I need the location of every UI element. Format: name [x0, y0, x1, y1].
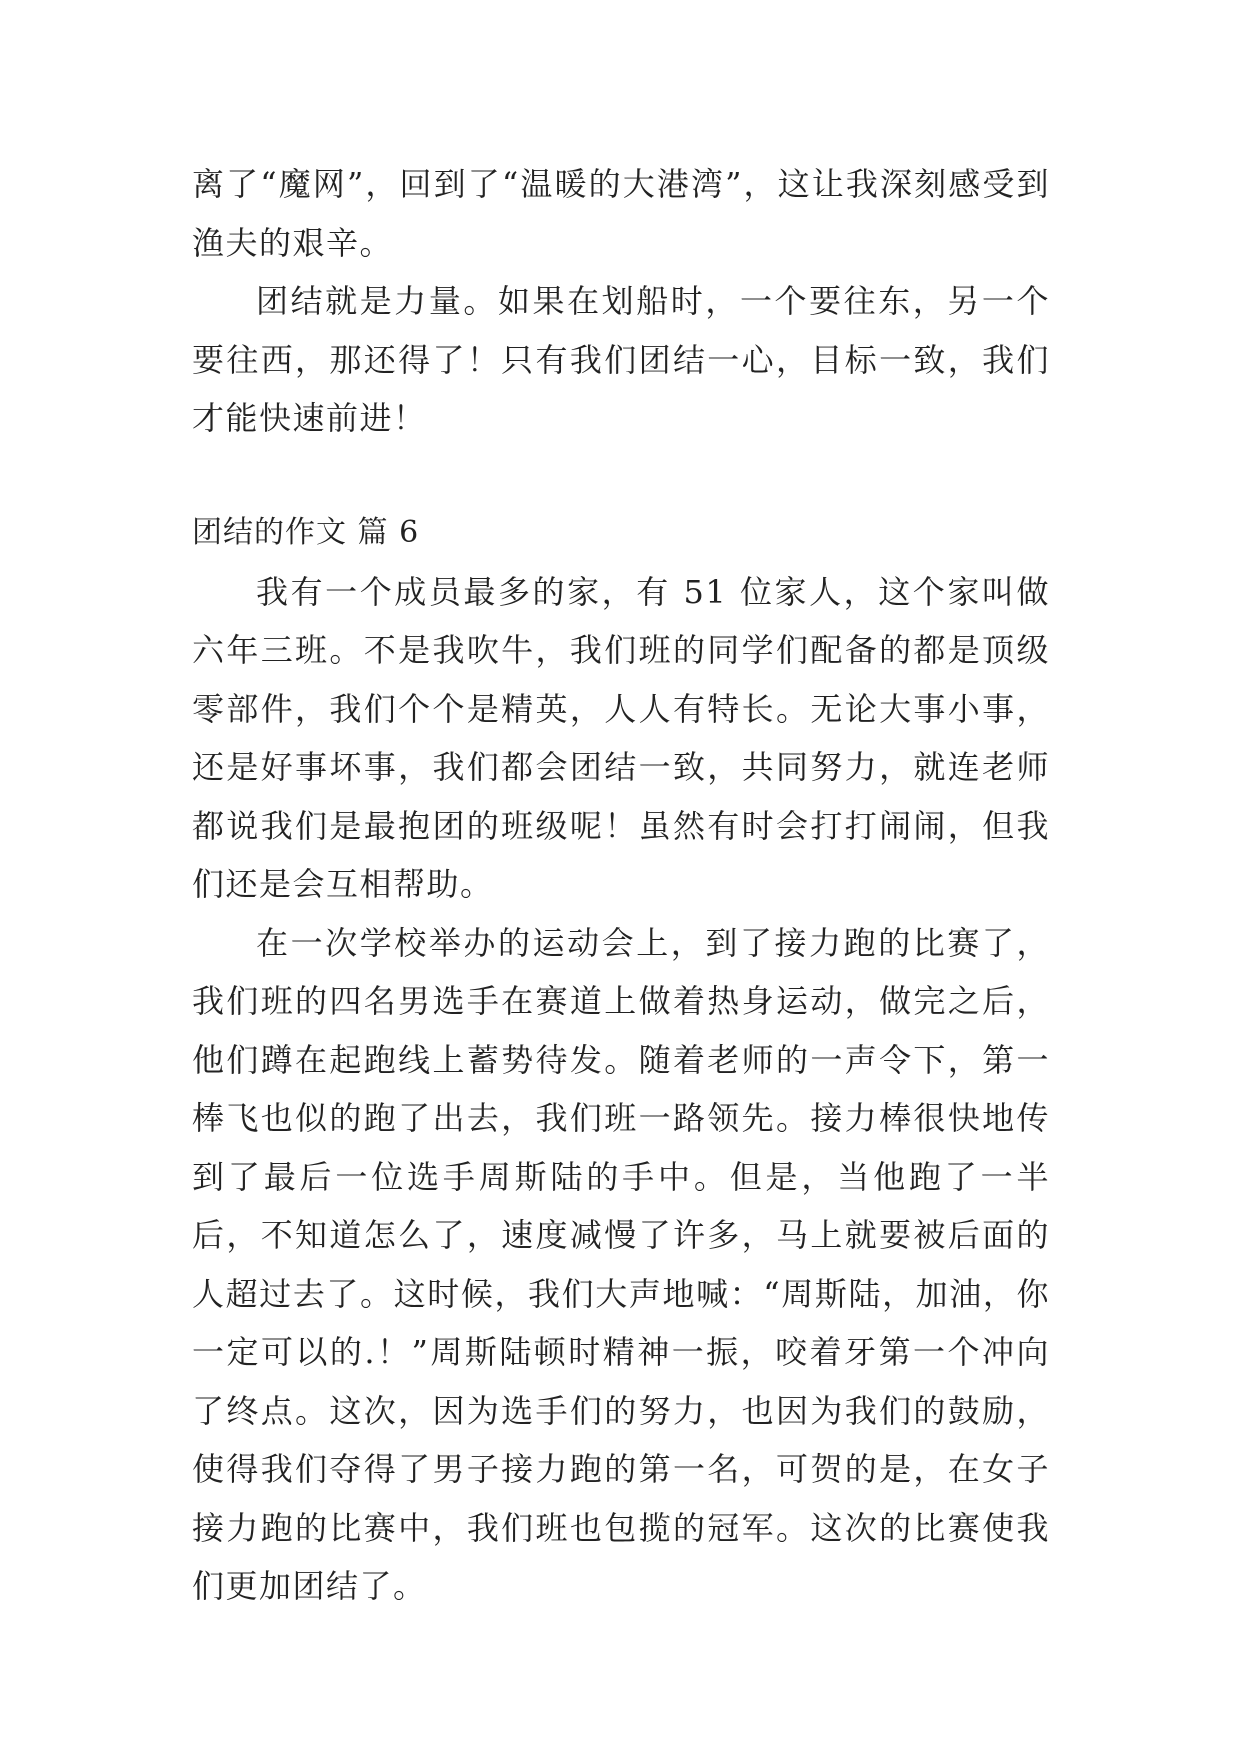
section-spacer [192, 448, 1050, 503]
section-heading: 团结的作文 篇 6 [192, 514, 420, 550]
document-page [192, 155, 1050, 1616]
paragraph-continuation: 离了“魔网”，回到了“温暖的大港湾”，这让我深刻感受到渔夫的艰辛。 [192, 165, 1050, 262]
paragraph-relay-race: 在一次学校举办的运动会上，到了接力跑的比赛了，我们班的四名男选手在赛道上做着热身运动，做完之后，他们蹲在起跑线上蓄势待发。随着老师的一声令下，第一棒飞也似的跑了出去，我们班一路领先。接力棒很快地传到了最后一位选手周斯陆的手中。但是，当他跑了一半后，不知道怎么了，速度减慢了许多，马上就要被后面的人超过去了。这时候，我们大声地喊：“周斯陆，加油，你一定可以的.！”周斯陆顿时精神一振，咬着牙第一个冲向了终点。这次，因为选手们的努力，也因为我们的鼓励，使得我们夺得了男子接力跑的第一名，可贺的是，在女子接力跑的比赛中，我们班也包揽的冠军。这次的比赛使我们更加团结了。 [192, 923, 1050, 1605]
paragraph-class-family: 我有一个成员最多的家，有 51 位家人，这个家叫做六年三班。不是我吹牛，我们班的同学们配备的都是顶级零部件，我们个个是精英，人人有特长。无论大事小事，还是好事坏事，我们都会团结一致，共同努力，就连老师都说我们是最抱团的班级呢！虽然有时会打打闹闹，但我们还是会互相帮助。 [192, 572, 1050, 903]
paragraph-unity-is-strength: 团结就是力量。如果在划船时，一个要往东，另一个要往西，那还得了！只有我们团结一心，目标一致，我们才能快速前进！ [192, 282, 1050, 437]
